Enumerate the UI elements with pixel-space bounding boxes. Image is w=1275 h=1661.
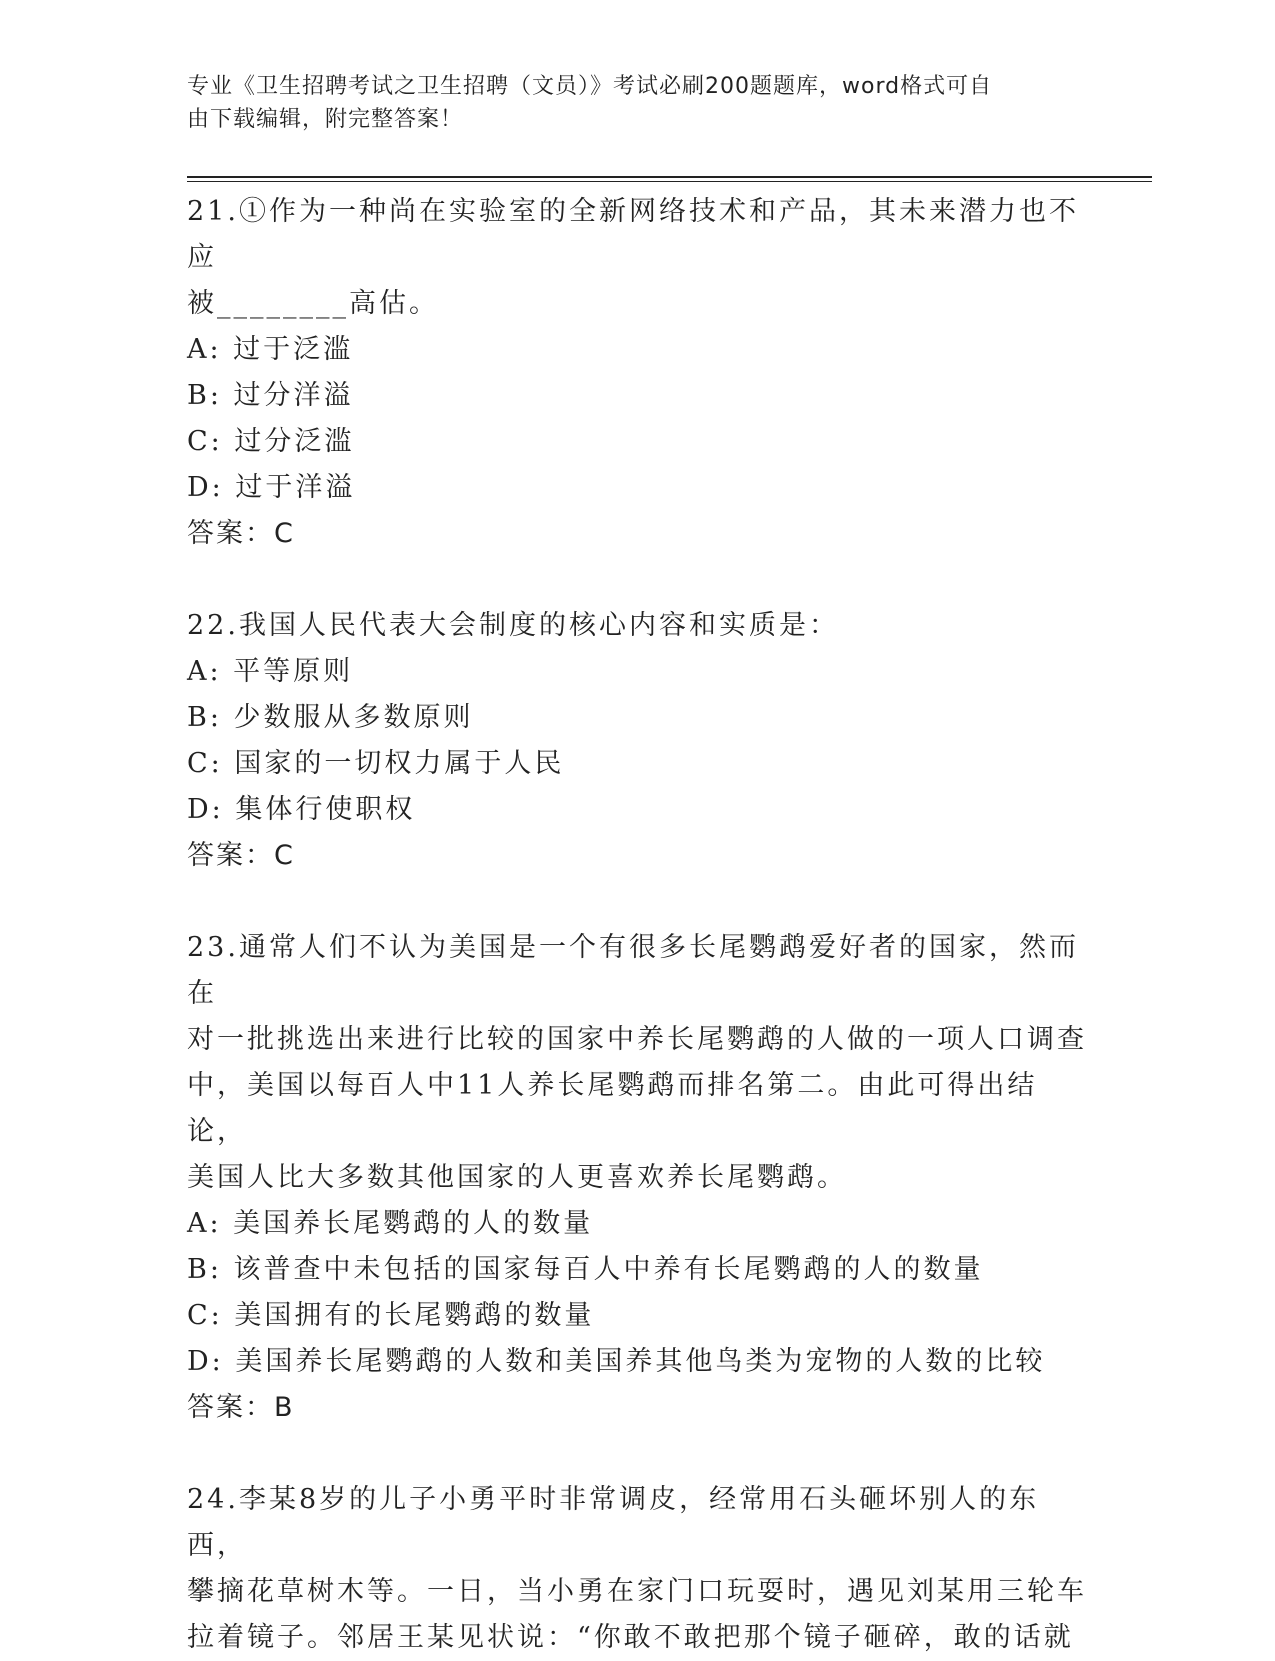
question-text-line: 攀摘花草树木等。一日，当小勇在家门口玩耍时，遇见刘某用三轮车: [187, 1576, 1087, 1607]
answer: 答案：B: [187, 1392, 295, 1423]
answer: 答案：C: [187, 518, 295, 549]
option-c: C: 国家的一切权力属于人民: [187, 748, 565, 779]
option-a: A: 过于泛滥: [187, 334, 354, 365]
spacer: [187, 879, 1087, 925]
option-d: D: 过于洋溢: [187, 472, 356, 503]
option-d: D: 集体行使职权: [187, 794, 416, 825]
header-line-1: 专业《卫生招聘考试之卫生招聘（文员）》考试必刷200题题库，word格式可自: [187, 74, 993, 99]
spacer: [187, 557, 1087, 603]
option-d: D: 美国养长尾鹦鹉的人数和美国养其他鸟类为宠物的人数的比较: [187, 1346, 1046, 1377]
option-b: B: 少数服从多数原则: [187, 702, 474, 733]
question-text-line: 拉着镜子。邻居王某见状说：“你敢不敢把那个镜子砸碎，敢的话就: [187, 1622, 1074, 1653]
header-line-2: 由下载编辑，附完整答案！: [187, 107, 464, 132]
question-text-line: 23.通常人们不认为美国是一个有很多长尾鹦鹉爱好者的国家，然而在: [187, 932, 1079, 1009]
option-c: C: 过分泛滥: [187, 426, 355, 457]
question-list: [187, 189, 1087, 1661]
question-text-line: 24.李某8岁的儿子小勇平时非常调皮，经常用石头砸坏别人的东西，: [187, 1484, 1040, 1561]
question-text-line: 美国人比大多数其他国家的人更喜欢养长尾鹦鹉。: [187, 1162, 847, 1193]
question-22: [187, 603, 1087, 879]
header-rule-thin: [187, 181, 1152, 182]
question-23: [187, 925, 1087, 1431]
spacer: [187, 1431, 1087, 1477]
answer: 答案：C: [187, 840, 295, 871]
option-b: B: 该普查中未包括的国家每百人中养有长尾鹦鹉的人的数量: [187, 1254, 984, 1285]
option-b: B: 过分洋溢: [187, 380, 354, 411]
question-24: [187, 1477, 1087, 1661]
option-a: A: 平等原则: [187, 656, 354, 687]
question-text-line: 中，美国以每百人中11人养长尾鹦鹉而排名第二。由此可得出结论，: [187, 1070, 1038, 1147]
question-text-line: 被________高估。: [187, 288, 439, 319]
question-text-line: 21.①作为一种尚在实验室的全新网络技术和产品，其未来潜力也不应: [187, 196, 1079, 273]
question-text-line: 22.我国人民代表大会制度的核心内容和实质是：: [187, 610, 839, 641]
option-a: A: 美国养长尾鹦鹉的人的数量: [187, 1208, 594, 1239]
question-21: [187, 189, 1087, 557]
question-text-line: 对一批挑选出来进行比较的国家中养长尾鹦鹉的人做的一项人口调查: [187, 1024, 1087, 1055]
document-header: [187, 70, 1067, 136]
header-rule-thick: [187, 176, 1152, 178]
option-c: C: 美国拥有的长尾鹦鹉的数量: [187, 1300, 595, 1331]
